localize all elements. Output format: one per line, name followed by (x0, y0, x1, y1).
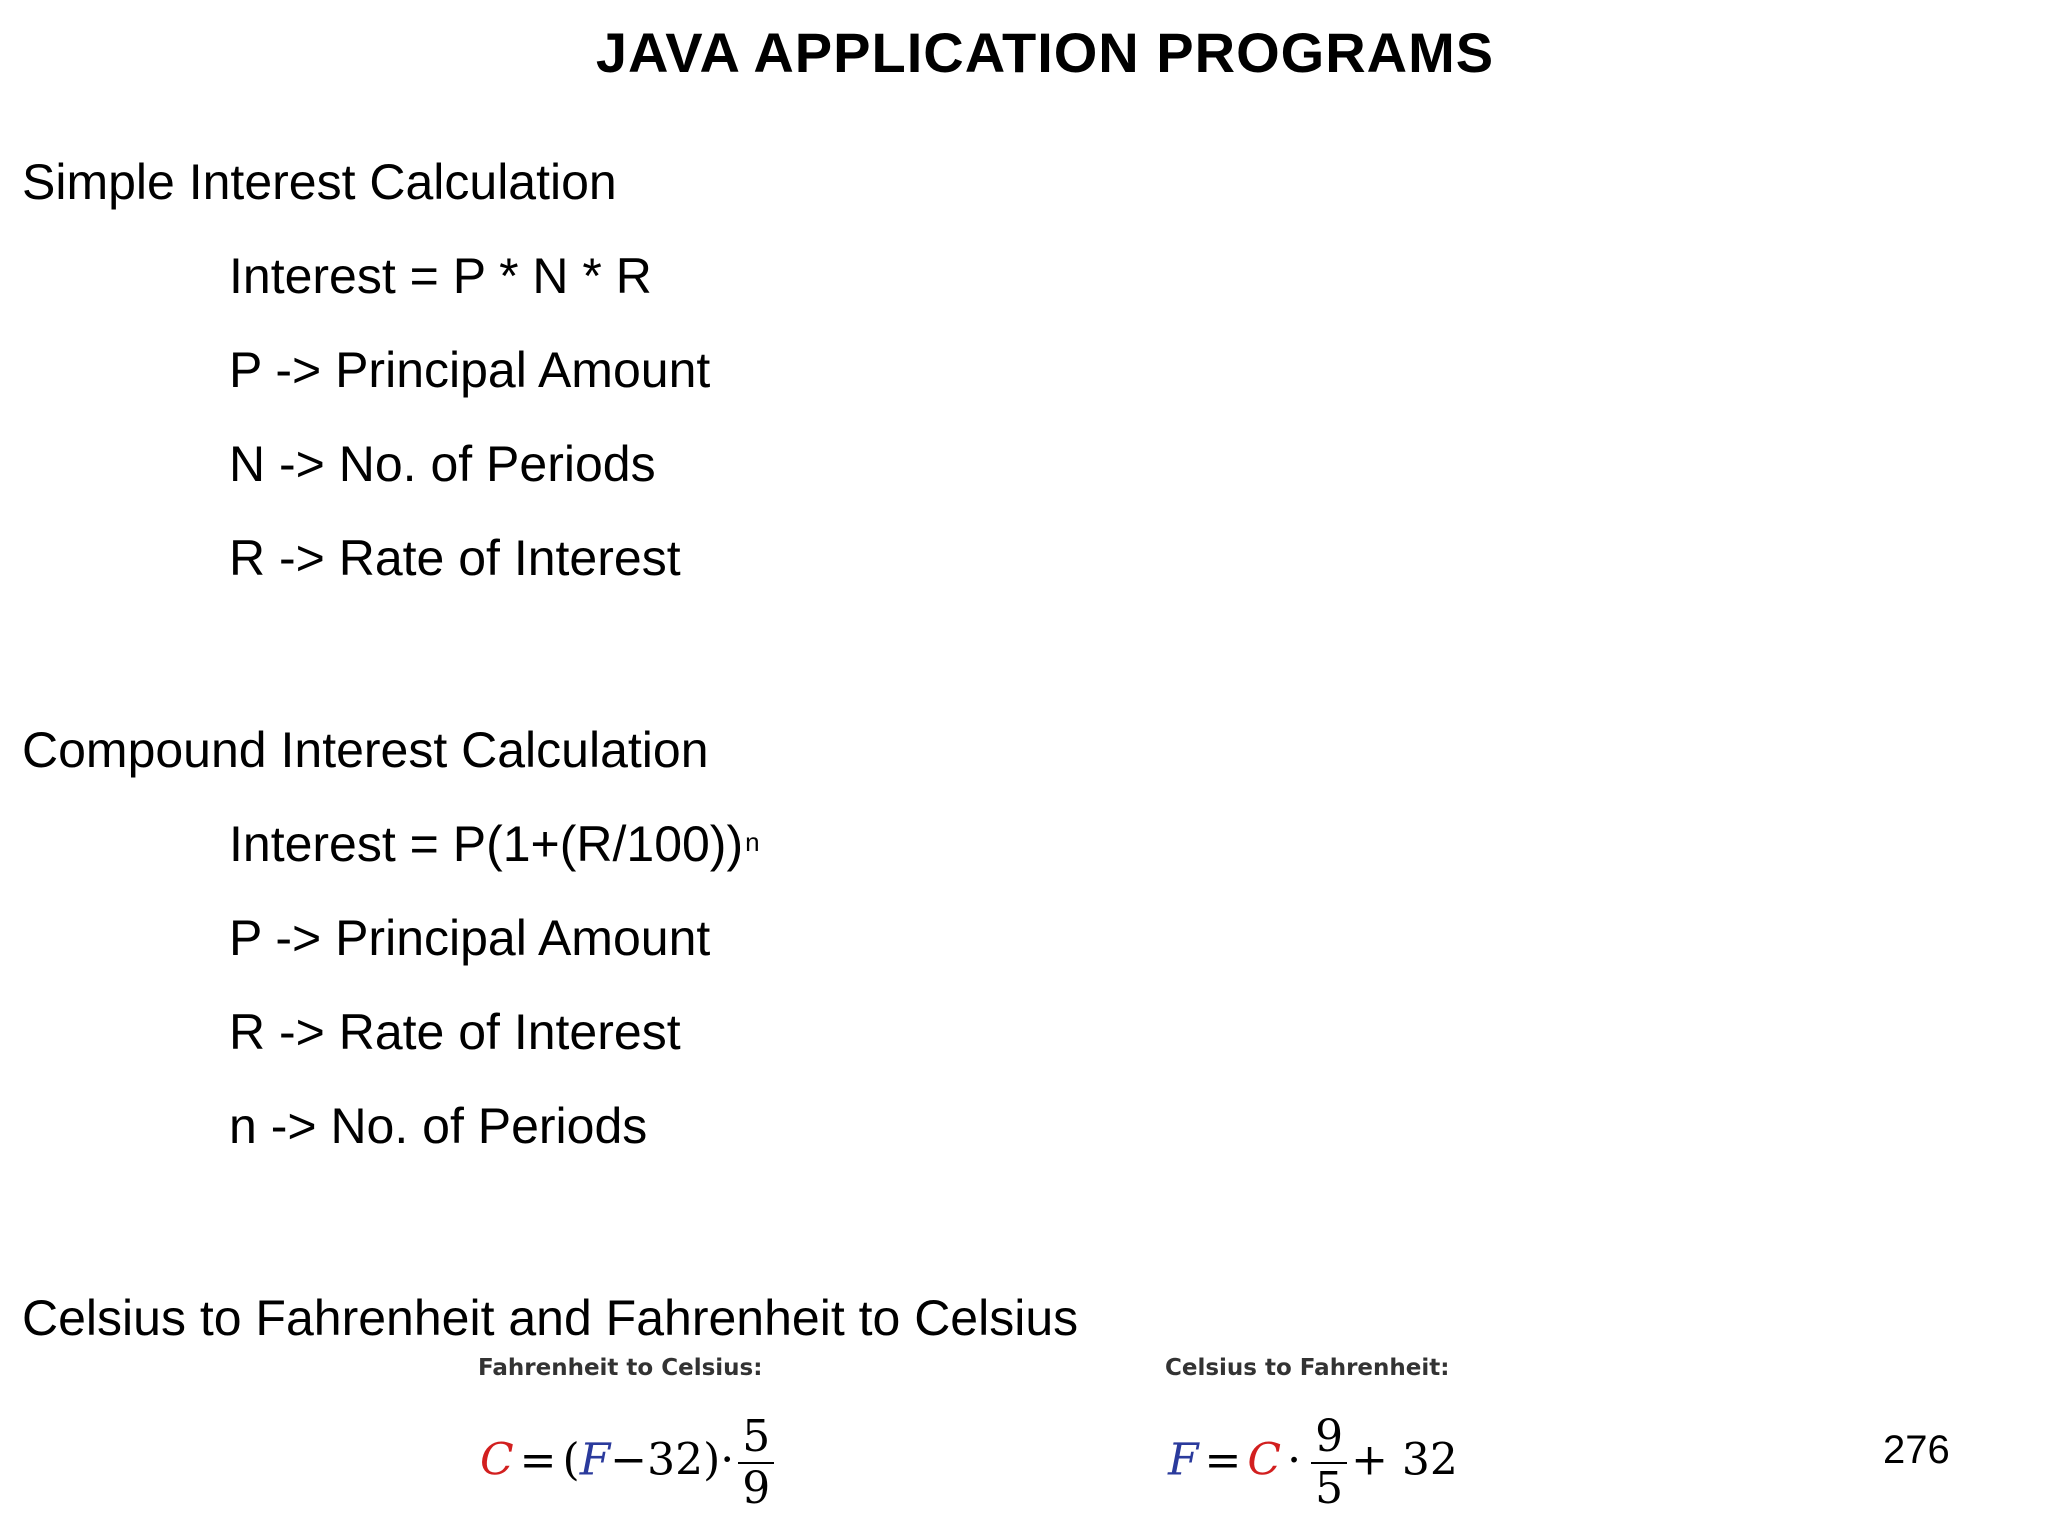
equals-sign: = (1204, 1434, 1242, 1486)
compound-periods-definition: n -> No. of Periods (229, 1098, 648, 1154)
compound-interest-heading: Compound Interest Calculation (22, 722, 709, 778)
minus-32: −32) (610, 1434, 721, 1486)
open-paren: ( (562, 1434, 580, 1486)
multiply-dot: · (1287, 1434, 1302, 1486)
compound-principal-definition: P -> Principal Amount (229, 910, 711, 966)
simple-interest-heading: Simple Interest Calculation (22, 154, 617, 210)
celsius-symbol: C (1247, 1434, 1282, 1486)
page-title: JAVA APPLICATION PROGRAMS (595, 21, 1495, 84)
simple-interest-formula: Interest = P * N * R (229, 248, 652, 304)
f-to-c-formula (480, 1412, 778, 1514)
fraction-numerator: 9 (1311, 1412, 1347, 1464)
simple-rate-definition: R -> Rate of Interest (229, 530, 681, 586)
compound-formula-base: Interest = P(1+(R/100)) (229, 816, 744, 872)
fahrenheit-symbol: F (579, 1434, 611, 1486)
f-to-c-caption: Fahrenheit to Celsius: (478, 1355, 763, 1381)
fraction-denominator: 5 (1315, 1463, 1344, 1514)
compound-interest-formula (229, 814, 760, 874)
page-number: 276 (1883, 1428, 1950, 1472)
multiply-dot: · (720, 1434, 735, 1486)
simple-principal-definition: P -> Principal Amount (229, 342, 711, 398)
temperature-heading: Celsius to Fahrenheit and Fahrenheit to Celsius (22, 1290, 1079, 1346)
fraction-numerator: 5 (738, 1412, 774, 1464)
fraction-denominator: 9 (742, 1463, 771, 1514)
simple-periods-definition: N -> No. of Periods (229, 436, 656, 492)
compound-rate-definition: R -> Rate of Interest (229, 1004, 681, 1060)
equals-sign: = (519, 1434, 557, 1486)
fraction-5-over-9 (738, 1412, 774, 1514)
c-to-f-caption: Celsius to Fahrenheit: (1165, 1355, 1450, 1381)
compound-formula-exponent: n (745, 827, 760, 857)
fraction-9-over-5 (1311, 1412, 1347, 1514)
c-to-f-formula (1168, 1412, 1458, 1514)
celsius-symbol: C (480, 1434, 514, 1486)
fahrenheit-symbol: F (1168, 1434, 1199, 1486)
plus-32: + 32 (1351, 1434, 1458, 1486)
